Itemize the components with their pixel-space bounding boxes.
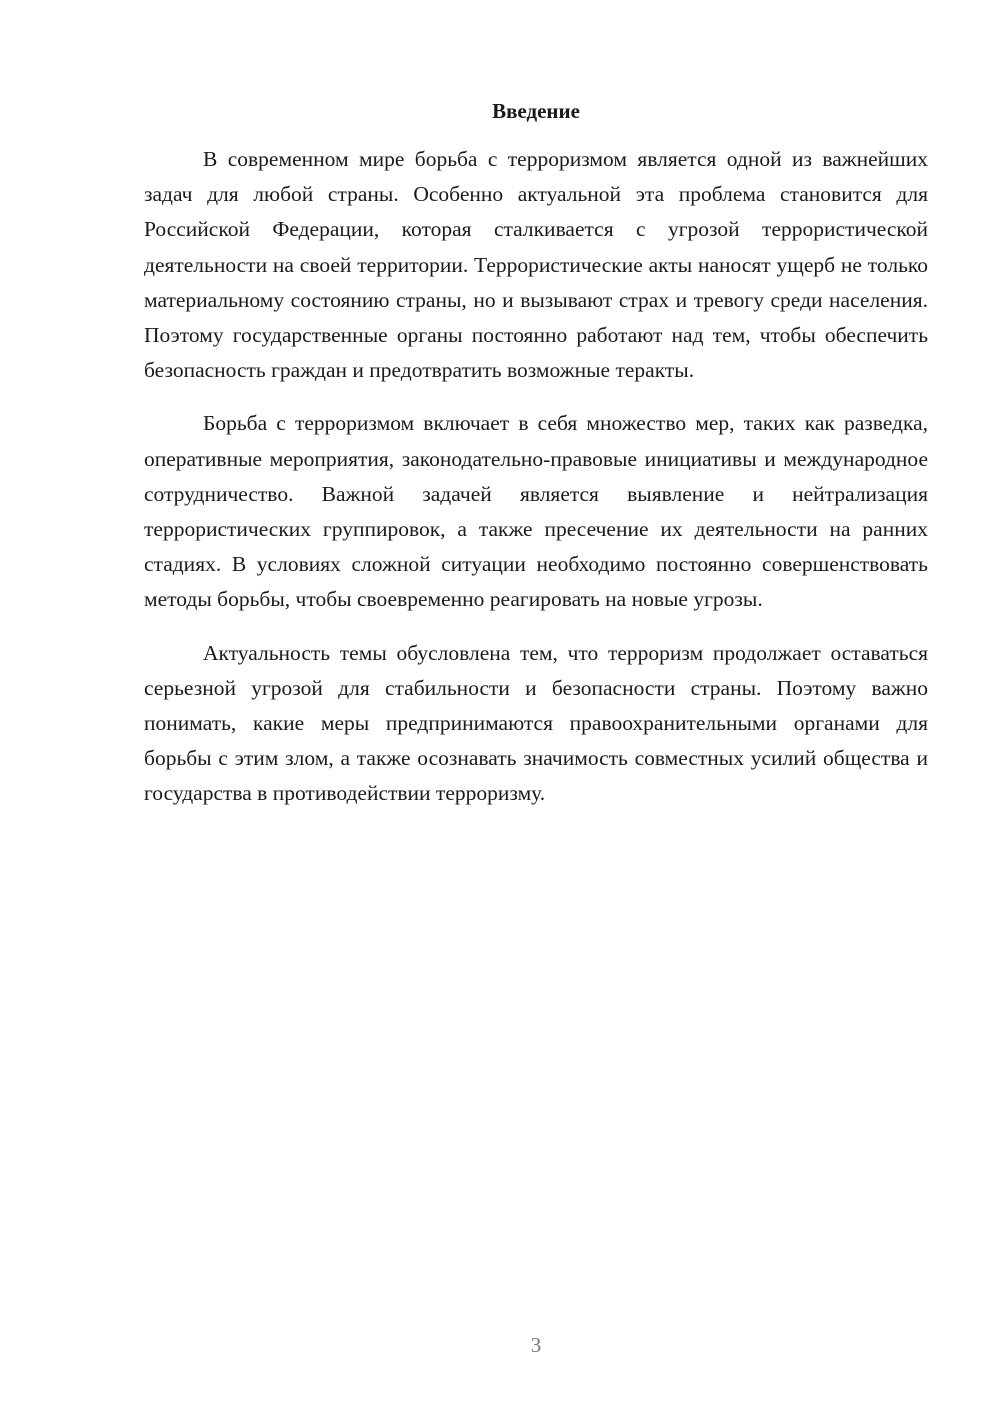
section-title: Введение xyxy=(492,99,580,123)
paragraph-1: В современном мире борьба с терроризмом является одной из важнейших задач для любой страны. Особенно актуальной эта проблема становится для Российской Федерации, которая сталкивается с угрозой террористической деятельности на своей территории. Террористические акты наносят ущерб не только материальному состоянию страны, но и вызывают страх и тревогу среди населения. Поэтому государственные органы постоянно работают над тем, чтобы обеспечить безопасность граждан и предотвратить возможные теракты. xyxy=(144,147,928,383)
paragraph-3: Актуальность темы обусловлена тем, что терроризм продолжает оставаться серьезной угрозой для стабильности и безопасности страны. Поэтому важно понимать, какие меры предпринимаются правоохранительными органами для борьбы с этим злом, а также осознавать значимость совместных усилий общества и государства в противодействии терроризму. xyxy=(144,640,928,806)
body-text xyxy=(144,142,928,830)
page-number: 3 xyxy=(530,1333,542,1357)
paragraph-2: Борьба с терроризмом включает в себя множество мер, таких как разведка, оперативные мероприятия, законодательно-правовые инициативы и международное сотрудничество. Важной задачей является выявление и нейтрализация террористических группировок, а также пресечение их деятельности на ранних стадиях. В условиях сложной ситуации необходимо постоянно совершенствовать методы борьбы, чтобы своевременно реагировать на новые угрозы. xyxy=(144,411,928,612)
